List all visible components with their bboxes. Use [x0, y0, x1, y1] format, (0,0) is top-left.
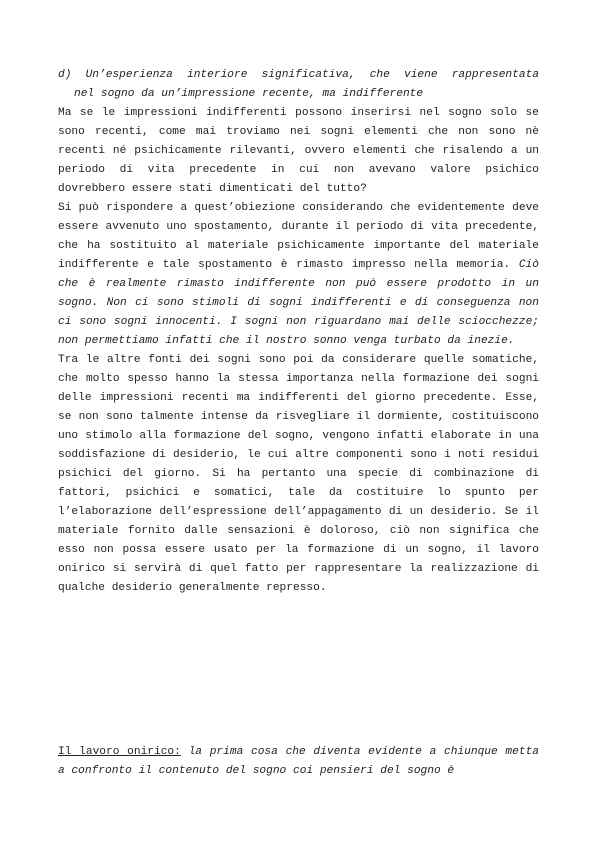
- body-text: [58, 104, 539, 598]
- paragraph-3: Tra le altre fonti dei sogni sono poi da considerare quelle somatiche, che molto spesso hanno la stessa importanza nella formazione dei sogni delle impressioni recenti ma indifferenti del giorno precedente. Esse, se non sono talmente intense da risvegliare il dormiente, costituiscono uno stimolo alla formazione del sogno, vengono infatti elaborate in una soddisfazione di desiderio, le cui altre componenti sono i noti residui psichici del giorno. Si ha pertanto una specie di combinazione di fattori, psichici e somatici, tale da costituire lo spunto per l’elaborazione dell’espressione dell’appagamento di un desiderio. Se il materiale fornito dalle sensazioni è doloroso, ciò non significa che esso non possa essere usato per la formazione di un sogno, il lavoro onirico si servirà di quel fatto per rappresentare la realizzazione di qualche desiderio generalmente represso.: [58, 354, 539, 594]
- paragraph-1: Ma se le impressioni indifferenti possono inserirsi nel sogno solo se sono recenti, come mai troviamo nei sogni elementi che non sono nè recenti né psichicamente rilevanti, ovvero elementi che risalendo a un periodo di vita precedente in cui non avevano valore psichico dovrebbero essere stati dimenticati del tutto?: [58, 107, 539, 195]
- paragraph-4: [58, 743, 539, 781]
- paragraph-2-text: Si può rispondere a quest’obiezione considerando che evidentemente deve essere avvenuto uno spostamento, durante il periodo di vita precedente, che ha sostituito al materiale psichicamente importante del materiale indifferente e tale spostamento è rimasto impresso nella memoria.: [58, 202, 539, 271]
- paragraph-2-italic-text: Ciò che è realmente rimasto indifferente non può essere prodotto in un sogno. Non ci sono stimoli di sogni indifferenti e di conseguenza non ci sono sogni innocenti. I sogni non riguardano mai delle sciocchezze; non permettiamo infatti che il nostro sonno venga turbato da inezie.: [58, 259, 539, 347]
- section-title: Il lavoro onirico:: [58, 746, 181, 758]
- heading-line-2: nel sogno da un’impressione recente, ma indifferente: [74, 88, 424, 100]
- section-intro: [58, 743, 539, 781]
- heading-line-1: d) Un’esperienza interiore significativa, che viene rappresentata: [58, 69, 539, 81]
- section-intro-text: la prima cosa che diventa evidente a chiunque metta a confronto il contenuto del sogno coi pensieri del sogno è: [58, 746, 539, 777]
- subsection-heading: [58, 66, 539, 104]
- paragraph-2: [58, 199, 539, 351]
